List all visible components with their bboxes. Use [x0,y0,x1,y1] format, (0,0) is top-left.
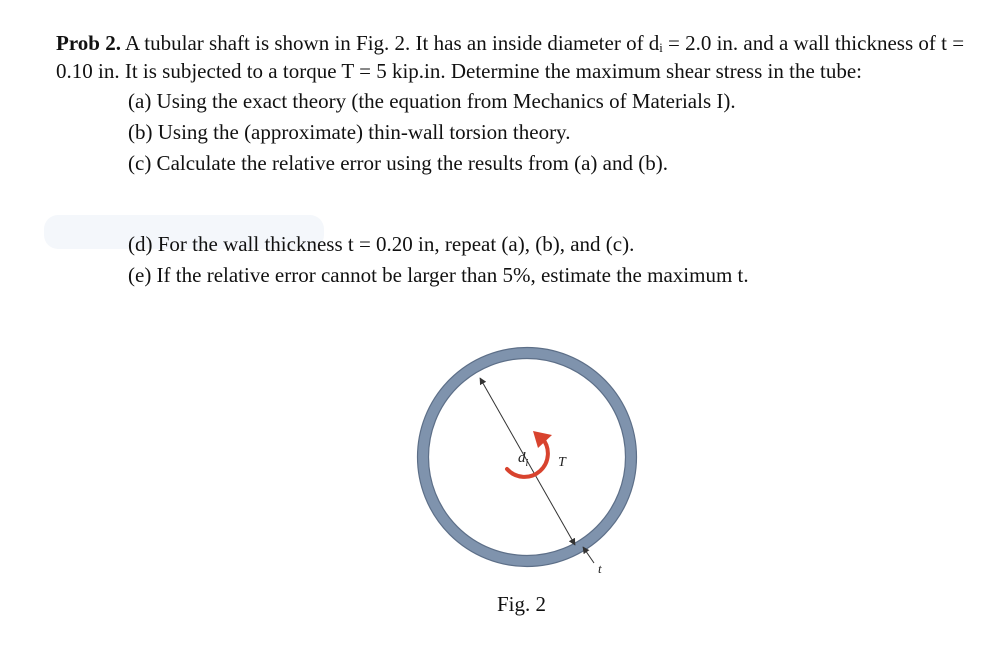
problem-body: A tubular shaft is shown in Fig. 2. It has an inside diameter of dᵢ = 2.0 in. and a wall thickness of t = 0.10 in. It is subjected to a torque T = 5 kip.in. Determine the maximum shear stress in the tube: [56,31,965,83]
tubular-shaft-figure [370,345,670,590]
thickness-label: t [598,561,602,576]
part-d: (d) For the wall thickness t = 0.20 in, repeat (a), (b), and (c). [128,232,635,256]
problem-label: Prob 2. [56,31,121,55]
tube-outer-ring [423,353,631,561]
torque-arrowhead-icon [533,431,552,448]
part-c: (c) Calculate the relative error using the results from (a) and (b). [128,151,668,175]
problem-parts [128,86,976,291]
thickness-leader-line [583,547,594,563]
problem-text [56,30,976,291]
part-e: (e) If the relative error cannot be larger than 5%, estimate the maximum t. [128,263,749,287]
problem-statement [56,30,976,85]
part-b: (b) Using the (approximate) thin-wall torsion theory. [128,120,571,144]
diameter-label: $d_i$ [518,450,529,469]
torque-label: T [558,455,566,470]
part-a: (a) Using the exact theory (the equation from Mechanics of Materials I). [128,89,736,113]
figure-caption: Fig. 2 [497,592,547,616]
tube-inner-edge [429,359,626,556]
